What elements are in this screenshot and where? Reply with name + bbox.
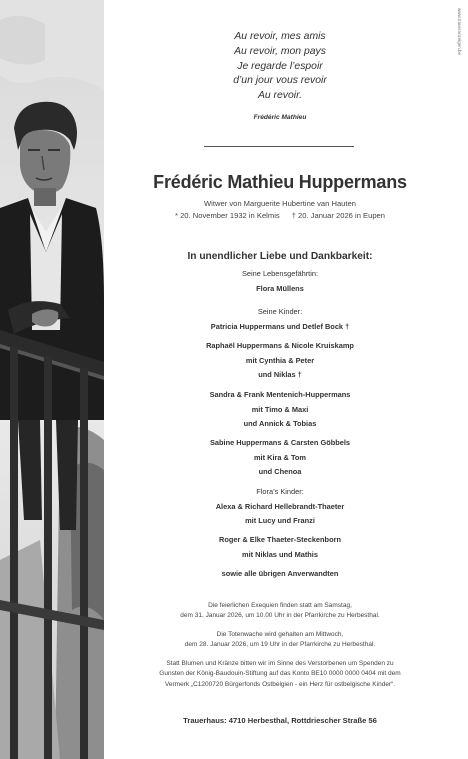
life-dates [104, 211, 456, 220]
family-group [104, 388, 456, 432]
family-member: Alexa & Richard Hellebrandt-Thaeter [215, 501, 345, 511]
thanks-heading: In unendlicher Liebe und Dankbarkeit: [187, 251, 373, 262]
notice-line: Statt Blumen und Kränze bitten wir im Sinne des Verstorbenen um Spenden zu [166, 660, 394, 667]
poem-line: Au revoir, mon pays [234, 45, 326, 57]
birth-date: * 20. November 1932 in Kelmis [175, 211, 280, 220]
portrait-photo [0, 0, 104, 759]
wake-notice [104, 630, 456, 651]
family-member: mit Cynthia & Peter [245, 355, 315, 365]
notice-line: dem 31. Januar 2026, um 10.00 Uhr in der Pfarrkirche zu Herbesthal. [180, 612, 380, 620]
family-group [104, 339, 456, 383]
divider [204, 146, 354, 147]
family-group [104, 567, 456, 582]
family-member: Roger & Elke Thaeter-Steckenborn [219, 535, 341, 544]
family-member: Flora Müllens [256, 283, 304, 293]
mourning-address: Trauerhaus: 4710 Herbesthal, Rottdriescher Straße 56 [183, 716, 377, 725]
donation-notice [104, 659, 456, 690]
portrait-photo-image [0, 0, 104, 759]
family-member: mit Kira & Tom [253, 452, 306, 462]
deceased-name: Frédéric Mathieu Huppermans [153, 172, 407, 192]
poem-author: Frédéric Mathieu [253, 114, 307, 121]
widower-line: Witwer von Marguerite Hubertine van Hauten [204, 199, 356, 208]
poem-line: Au revoir. [257, 90, 303, 102]
family-member: Patricia Huppermans und Detlef Bock † [210, 321, 350, 331]
family-member: Sabine Huppermans & Carsten Göbbels [209, 438, 351, 447]
notice-line: Vermerk „C1200720 Bürgerfonds Ostbelgien - ein Herz für ostbelgische Kinder“. [164, 680, 396, 688]
poem-line: Je regarde l’espoir [237, 60, 323, 72]
family-member: und Chenoa [258, 467, 302, 477]
family-member: sowie alle übrigen Anverwandten [221, 569, 339, 578]
family-group [104, 533, 456, 562]
family-member: mit Lucy und Franzi [245, 516, 315, 526]
family-heading: Flora’s Kinder: [256, 487, 304, 496]
family-heading: Seine Kinder: [257, 307, 303, 316]
poem-line: d’un jour vous revoir [233, 75, 327, 87]
family-member: mit Niklas und Mathis [242, 549, 318, 559]
service-notice [104, 601, 456, 622]
family-member: mit Timo & Maxi [251, 404, 309, 414]
poem-line: Au revoir, mes amis [234, 31, 326, 42]
notice-line: dem 28. Januar 2026, um 19 Uhr in der Pfarrkirche zu Herbesthal. [184, 641, 376, 649]
family-group [104, 485, 456, 529]
obituary-content [104, 0, 456, 759]
family-group [104, 267, 456, 296]
family-member: Raphaël Huppermans & Nicole Kruiskamp [206, 341, 354, 350]
family-member: und Annick & Tobias [243, 419, 317, 429]
poem [104, 30, 456, 104]
death-date: † 20. Januar 2026 in Eupen [291, 211, 385, 220]
family-member: Sandra & Frank Mentenich-Huppermans [209, 390, 351, 399]
family-member: und Niklas † [258, 370, 302, 380]
family-heading: Seine Lebensgefährtin: [241, 269, 319, 278]
watermark-text: www.traueranzeigen.be [457, 8, 462, 56]
notice-line: Die feierlichen Exequien finden statt am Samstag, [208, 602, 352, 609]
family-group [104, 305, 456, 334]
notice-line: Die Totenwache wird gehalten am Mittwoch, [216, 631, 344, 638]
family-group [104, 436, 456, 480]
notice-line: Gunsten der König-Baudouin-Stiftung auf das Konto BE10 0000 0000 0404 mit dem [159, 670, 401, 678]
